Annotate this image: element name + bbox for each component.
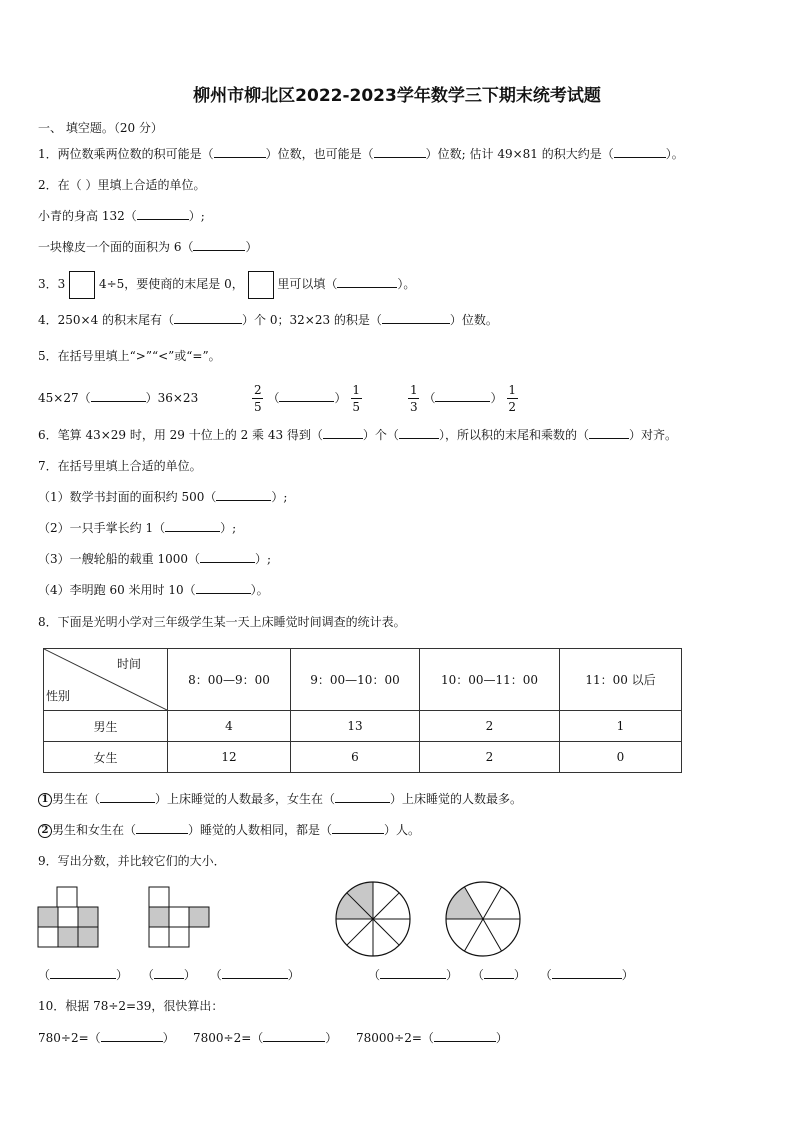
q10-c: 78000÷2=（ (356, 1031, 434, 1045)
answer-blank[interactable] (136, 822, 188, 834)
answer-blank[interactable] (214, 146, 266, 158)
q5-expr-1 (38, 390, 198, 406)
answer-blank[interactable] (165, 520, 220, 532)
q3-text-b: 4÷5，要使商的末尾是 0， (98, 277, 244, 291)
answer-blank[interactable] (100, 791, 155, 803)
table-cell: 2 (420, 742, 560, 773)
circle-eighths (334, 880, 412, 958)
q4-text-b: ）个 0；32×23 的积是（ (242, 313, 382, 327)
answer-blank[interactable] (435, 390, 490, 402)
question-5-stem: 5．在括号里填上“>”“<”或“=”。 (38, 349, 221, 363)
answer-blank[interactable] (434, 1030, 496, 1042)
answer-blank[interactable] (279, 390, 334, 402)
q9-answers-left: （ ） （ ） （ ） (38, 968, 300, 982)
page-title: 柳州市柳北区2022-2023学年数学三下期末统考试题 (193, 86, 601, 106)
diagonal-header-cell (44, 649, 168, 711)
question-2-stem: 2．在（ ）里填上合适的单位。 (38, 178, 206, 192)
q1-text-d: ）。 (665, 147, 684, 161)
q7-item-2 (38, 520, 236, 536)
table-cell: 2 (420, 711, 560, 742)
q10-expr-1 (38, 1030, 175, 1046)
q6-text-c: ），所以积的末尾和乘数的（ (438, 428, 589, 442)
q10-expr-2 (193, 1030, 337, 1046)
denominator: 5 (352, 400, 360, 414)
table-row (44, 742, 682, 773)
answer-blank[interactable] (193, 239, 245, 251)
table-cell: 6 (291, 742, 420, 773)
q10-b: 7800÷2=（ (193, 1031, 264, 1045)
q5-expr-3: $\frac{1}{3}$ （ ） $\frac{1}{2}$ (410, 383, 516, 414)
answer-blank[interactable] (91, 390, 146, 402)
row-label: 男生 (44, 711, 168, 742)
fraction (350, 383, 362, 414)
compare-blank[interactable] (154, 967, 184, 979)
answer-blank[interactable] (50, 967, 116, 979)
fraction (252, 383, 264, 414)
q8-subquestion-1 (38, 791, 522, 807)
q7-i1-text: （1）数学书封面的面积约 500（ (38, 490, 217, 504)
q8-subquestion-2 (38, 822, 420, 838)
question-2-line-1 (38, 208, 205, 224)
q5-e1-left: 45×27（ (38, 391, 91, 405)
table-cell: 13 (291, 711, 420, 742)
q7-i4-text: （4）李明跑 60 米用时 10（ (38, 583, 196, 597)
q3-text-c: 里可以填（ (277, 277, 338, 291)
row-label: 女生 (44, 742, 168, 773)
answer-blank[interactable] (137, 208, 189, 220)
q8-s2-b: ）睡觉的人数相同，都是（ (188, 823, 333, 837)
q10-close: ） (325, 1031, 338, 1045)
table-cell: 0 (560, 742, 682, 773)
column-header: 11：00 以后 (560, 649, 682, 711)
column-header: 9：00—10：00 (291, 649, 420, 711)
question-4 (38, 312, 498, 328)
table-row (44, 711, 682, 742)
denominator: 3 (410, 400, 418, 414)
answer-blank[interactable] (222, 967, 288, 979)
answer-blank[interactable] (399, 427, 439, 439)
q8-s1-c: ）上床睡觉的人数最多。 (390, 792, 523, 806)
q7-i3-text: （3）一艘轮船的载重 1000（ (38, 552, 200, 566)
question-7-stem: 7．在括号里填上合适的单位。 (38, 459, 202, 473)
digit-box[interactable] (248, 271, 274, 299)
grid-shape-1 (37, 886, 101, 950)
q10-close: ） (162, 1031, 175, 1045)
q7-i3-end: ）; (255, 552, 272, 566)
q3-text-a: 3．3 (38, 277, 66, 291)
answer-blank[interactable] (337, 276, 397, 288)
circle-sixths (444, 880, 522, 958)
q2-l1-text: 小青的身高 132（ (38, 209, 137, 223)
fraction (408, 383, 420, 414)
q1-text-b: ）位数，也可能是（ (265, 147, 374, 161)
question-3 (38, 270, 415, 299)
denominator: 5 (254, 400, 262, 414)
table-cell: 4 (168, 711, 291, 742)
q9-answers-right: （ ） （ ） （ ） (368, 968, 634, 982)
q1-text-a: 1．两位数乘两位数的积可能是（ (38, 147, 214, 161)
answer-blank[interactable] (552, 967, 622, 979)
header-gender: 性别 (46, 689, 71, 703)
q4-text-c: ）位数。 (449, 313, 498, 327)
circled-number: 1 (38, 793, 52, 807)
q2-l2-end: ） (245, 240, 258, 254)
q10-expr-3 (356, 1030, 508, 1046)
compare-blank[interactable] (484, 967, 514, 979)
question-9-stem: 9．写出分数，并比较它们的大小． (38, 854, 226, 868)
q7-i2-end: ）; (220, 521, 237, 535)
q7-i2-text: （2）一只手掌长约 1（ (38, 521, 166, 535)
numerator: 1 (410, 383, 418, 397)
question-2-line-2 (38, 239, 257, 255)
fraction (506, 383, 518, 414)
numerator: 2 (254, 383, 262, 397)
q2-l1-end: ）; (188, 209, 205, 223)
question-1 (38, 146, 684, 162)
answer-blank[interactable] (174, 312, 242, 324)
answer-blank[interactable] (200, 551, 255, 563)
q10-a: 780÷2=（ (38, 1031, 101, 1045)
answer-blank[interactable] (335, 791, 390, 803)
q6-text-b: ）个（ (362, 428, 399, 442)
answer-blank[interactable] (589, 427, 629, 439)
q3-text-d: ）。 (397, 277, 416, 291)
question-8-stem: 8．下面是光明小学对三年级学生某一天上床睡觉时间调查的统计表。 (38, 615, 406, 629)
q8-s2-a: 男生和女生在（ (52, 823, 137, 837)
q4-text-a: 4．250×4 的积末尾有（ (38, 313, 175, 327)
q8-s1-a: 男生在（ (52, 792, 101, 806)
q1-text-c: ）位数; 估计 49×81 的积大约是（ (425, 147, 614, 161)
answer-blank[interactable] (323, 427, 363, 439)
q10-close: ） (495, 1031, 508, 1045)
table-cell: 1 (560, 711, 682, 742)
answer-blank[interactable] (332, 822, 384, 834)
q6-text-a: 6．笔算 43×29 时，用 29 十位上的 2 乘 43 得到（ (38, 428, 323, 442)
question-6 (38, 427, 677, 443)
grid-shape-2 (148, 886, 212, 950)
q7-item-3 (38, 551, 271, 567)
q7-i4-end: ）。 (250, 583, 269, 597)
answer-blank[interactable] (382, 312, 450, 324)
numerator: 1 (352, 383, 360, 397)
answer-blank[interactable] (380, 967, 446, 979)
q5-expr-2: $\frac{2}{5}$ （ ） $\frac{1}{5}$ (254, 383, 360, 414)
answer-blank[interactable] (614, 146, 666, 158)
q6-text-d: ）对齐。 (628, 428, 677, 442)
header-time: 时间 (116, 657, 141, 671)
digit-box[interactable] (69, 271, 95, 299)
q7-item-4 (38, 582, 269, 598)
q7-i1-end: ）; (271, 490, 288, 504)
denominator: 2 (508, 400, 516, 414)
table-cell: 12 (168, 742, 291, 773)
q8-s1-b: ）上床睡觉的人数最多，女生在（ (155, 792, 336, 806)
column-header: 8：00—9：00 (168, 649, 291, 711)
q8-s2-c: ）人。 (384, 823, 421, 837)
answer-blank[interactable] (263, 1030, 325, 1042)
answer-blank[interactable] (196, 582, 251, 594)
statistics-table (43, 648, 682, 773)
column-header: 10：00—11：00 (420, 649, 560, 711)
numerator: 1 (508, 383, 516, 397)
section-heading: 一、 填空题。（20 分） (38, 121, 163, 135)
q5-e1-right: ）36×23 (145, 391, 199, 405)
answer-blank[interactable] (374, 146, 426, 158)
answer-blank[interactable] (216, 489, 271, 501)
q7-item-1 (38, 489, 287, 505)
q2-l2-text: 一块橡皮一个面的面积为 6（ (38, 240, 194, 254)
answer-blank[interactable] (101, 1030, 163, 1042)
circled-number: 2 (38, 824, 52, 838)
question-10-stem: 10．根据 78÷2=39，很快算出： (38, 999, 224, 1013)
